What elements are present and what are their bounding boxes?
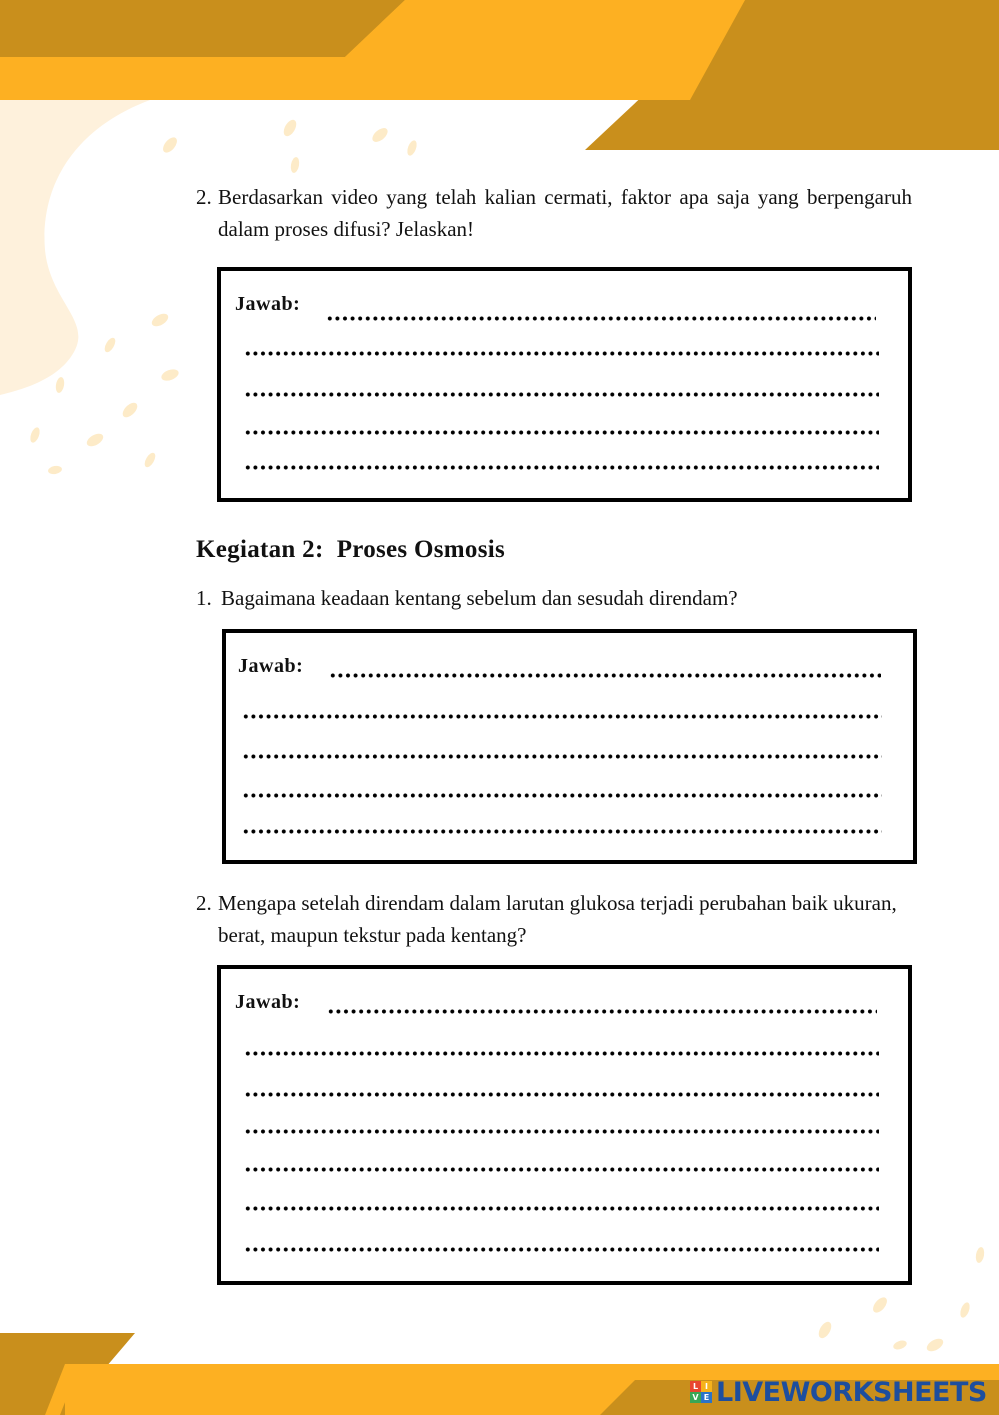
answer-label: Jawab: — [235, 991, 301, 1013]
answer-label: Jawab: — [238, 655, 304, 677]
question-number: 2. — [196, 891, 212, 915]
question-number: 2. — [196, 185, 212, 209]
question-text: Mengapa setelah direndam dalam larutan glukosa terjadi perubahan baik ukuran, berat, maupun tekstur pada kentang? — [218, 891, 897, 947]
answer-line[interactable] — [244, 430, 879, 435]
answer-line[interactable] — [244, 1092, 879, 1097]
answer-line[interactable] — [244, 392, 879, 397]
answer-line[interactable] — [244, 351, 879, 356]
section-heading: Kegiatan 2: Proses Osmosis — [196, 536, 506, 563]
answer-line[interactable] — [326, 316, 876, 321]
answer-line[interactable] — [242, 754, 882, 759]
liveworksheets-logo[interactable] — [690, 1374, 987, 1410]
answer-line[interactable] — [244, 1206, 879, 1211]
answer-line[interactable] — [242, 793, 882, 798]
liveworksheets-wordmark: LIVEWORKSHEETS — [716, 1376, 987, 1408]
answer-line[interactable] — [244, 1129, 879, 1134]
answer-line[interactable] — [244, 1051, 879, 1056]
answer-box-osmosis-1[interactable] — [222, 629, 917, 864]
answer-line[interactable] — [244, 465, 879, 470]
question-number: 1. — [196, 586, 212, 610]
answer-line[interactable] — [327, 1009, 877, 1014]
answer-line[interactable] — [244, 1247, 879, 1252]
question-text: Bagaimana keadaan kentang sebelum dan sesudah direndam? — [221, 586, 738, 610]
answer-line[interactable] — [329, 673, 881, 678]
answer-line[interactable] — [242, 714, 882, 719]
answer-label: Jawab: — [235, 293, 301, 315]
answer-box-difusi[interactable] — [217, 267, 912, 502]
answer-line[interactable] — [244, 1167, 879, 1172]
answer-box-osmosis-2[interactable] — [217, 965, 912, 1285]
liveworksheets-icon: L I V E — [690, 1381, 712, 1403]
answer-line[interactable] — [242, 829, 882, 834]
question-text: Berdasarkan video yang telah kalian cermati, faktor apa saja yang berpengaruh dalam proses difusi? Jelaskan! — [218, 185, 912, 241]
